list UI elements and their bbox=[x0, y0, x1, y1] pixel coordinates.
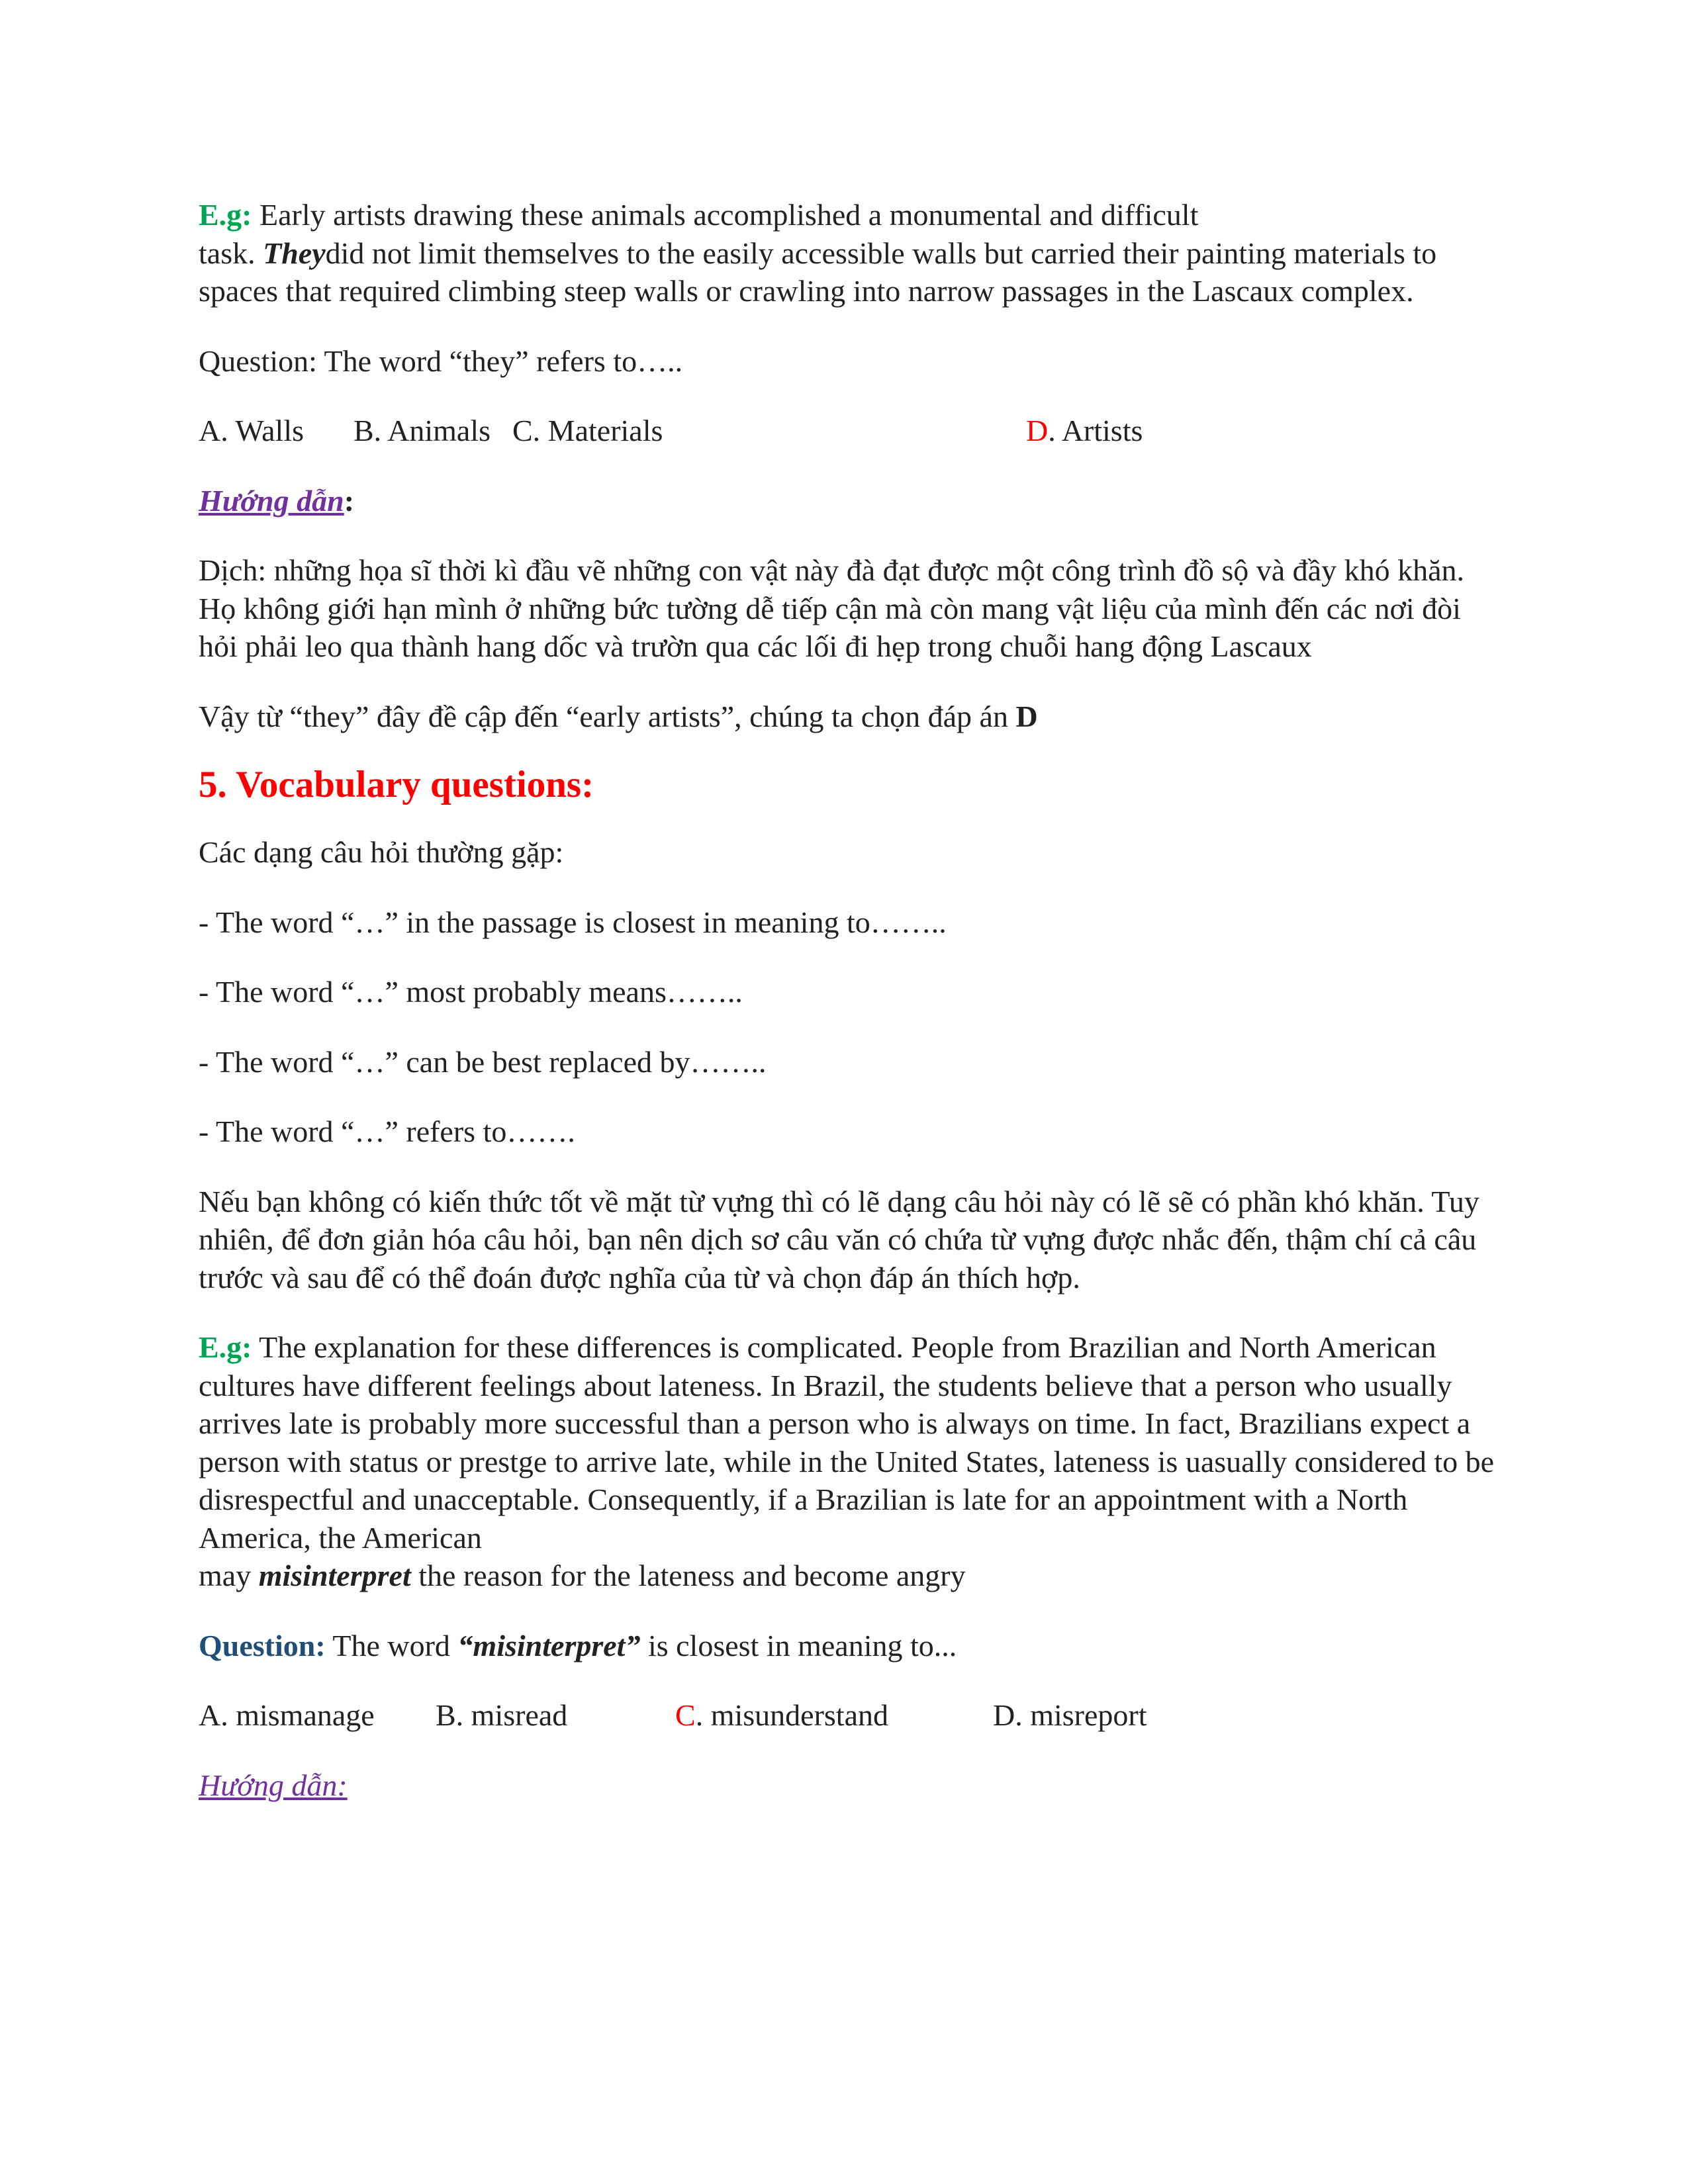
question-2-option-d: D. misreport bbox=[993, 1698, 1147, 1732]
question-1-options bbox=[199, 412, 1496, 450]
question-2 bbox=[199, 1627, 1496, 1665]
question-2-post: is closest in meaning to... bbox=[640, 1628, 957, 1662]
question-2-label: Question: bbox=[199, 1628, 326, 1662]
question-2-options bbox=[199, 1696, 1496, 1735]
question-1-correct-text: . Artists bbox=[1048, 414, 1143, 447]
translation-1: Dịch: những họa sĩ thời kì đầu vẽ những con vật này đà đạt được một công trình đồ sộ và đầy khó khăn. Họ không giới hạn mình ở những bức tường dễ tiếp cận mà còn mang vật liệu của mình đến các nơi đòi hỏi phải leo qua thành hang dốc và trườn qua các lối đi hẹp trong chuỗi hang động Lascaux bbox=[199, 553, 1464, 663]
example-1-task: task. bbox=[199, 236, 263, 270]
question-2-option-b: B. misread bbox=[436, 1698, 568, 1732]
answer-1-text: Vậy từ “they” đây đề cập đến “early artists”, chúng ta chọn đáp án bbox=[199, 699, 1016, 733]
question-1-option-b: B. Animals bbox=[353, 414, 491, 447]
guide-2-heading bbox=[199, 1766, 1496, 1805]
question-2-correct-text: . misunderstand bbox=[695, 1698, 888, 1732]
common-form-item: - The word “…” can be best replaced by…….. bbox=[199, 1044, 767, 1079]
guide-1-colon: : bbox=[344, 483, 355, 518]
example-1-text-line1: Early artists drawing these animals accomplished a monumental and difficult bbox=[252, 198, 1199, 232]
question-2-option-a: A. mismanage bbox=[199, 1698, 375, 1732]
example-1-label: E.g: bbox=[199, 198, 252, 232]
question-2-correct-letter: C bbox=[675, 1698, 696, 1732]
example-2-keyword: misinterpret bbox=[258, 1559, 411, 1592]
example-1-paragraph bbox=[199, 196, 1496, 310]
common-form-item: - The word “…” refers to……. bbox=[199, 1115, 575, 1148]
example-1-text-rest: did not limit themselves to the easily accessible walls but carried their painting materials to spaces that required climbing steep walls or crawling into narrow passages in the Lascaux complex. bbox=[199, 236, 1437, 308]
question-2-pre: The word bbox=[325, 1628, 458, 1662]
guide-1-label: Hướng dẫn bbox=[199, 483, 344, 518]
question-1-correct-letter: D bbox=[1026, 414, 1049, 447]
document-content bbox=[199, 196, 1496, 1804]
common-forms-intro: Các dạng câu hỏi thường gặp: bbox=[199, 835, 564, 869]
guide-2-label: Hướng dẫn: bbox=[199, 1768, 348, 1802]
common-form-item: - The word “…” in the passage is closest in meaning to…….. bbox=[199, 905, 947, 939]
question-2-option-c bbox=[675, 1696, 993, 1735]
example-2-label: E.g: bbox=[199, 1330, 252, 1364]
question-1-option-c: C. Materials bbox=[512, 414, 663, 447]
example-1-keyword: They bbox=[263, 236, 326, 270]
answer-1-letter: D bbox=[1015, 699, 1038, 733]
question-1-option-a: A. Walls bbox=[199, 414, 305, 447]
advice-paragraph: Nếu bạn không có kiến thức tốt về mặt từ vựng thì có lẽ dạng câu hỏi này có lẽ sẽ có phần khó khăn. Tuy nhiên, để đơn giản hóa câu hỏi, bạn nên dịch sơ câu văn có chứa từ vựng được nhắc đến, thậm chí cả câu trước và sau để có thể đoán được nghĩa của từ và chọn đáp án thích hợp. bbox=[199, 1184, 1479, 1295]
guide-1-heading bbox=[199, 482, 1496, 520]
common-form-item: - The word “…” most probably means…….. bbox=[199, 975, 743, 1009]
question-2-keyword: “misinterpret” bbox=[457, 1628, 641, 1662]
section-heading: 5. Vocabulary questions: bbox=[199, 764, 594, 805]
example-2-text-end: the reason for the lateness and become angry bbox=[410, 1559, 966, 1592]
example-2-paragraph bbox=[199, 1328, 1496, 1595]
example-2-text: The explanation for these differences is complicated. People from Brazilian and North American cultures have different feelings about lateness. In Brazil, the students believe that a person who usually arrives late is probably more successful than a person who is always on time. In fact, Brazilians expect a person with status or prestge to arrive late, while in the United States, lateness is uasually considered to be disrespectful and unacceptable. Consequently, if a Brazilian is late for an appointment with a North America, the American bbox=[199, 1330, 1495, 1555]
answer-1 bbox=[199, 698, 1496, 736]
question-1-text: Question: The word “they” refers to….. bbox=[199, 343, 683, 378]
example-2-may: may bbox=[199, 1559, 259, 1592]
